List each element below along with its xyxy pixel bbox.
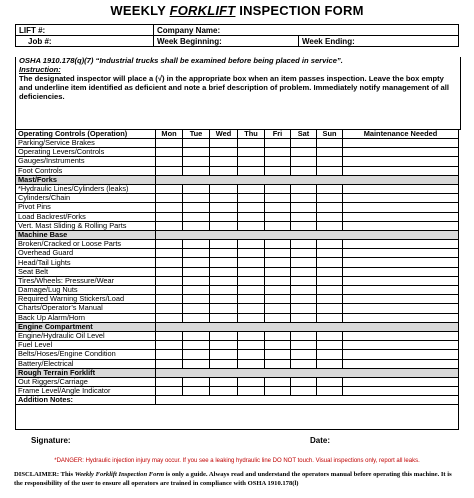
check-cell-fri[interactable]	[265, 267, 291, 276]
check-cell-wed[interactable]	[210, 166, 238, 175]
maintenance-notes-cell[interactable]	[343, 304, 459, 313]
maintenance-notes-cell[interactable]	[343, 139, 459, 148]
inspection-item-row	[16, 295, 459, 304]
check-cell-wed[interactable]	[210, 203, 238, 212]
check-cell-tue[interactable]	[183, 304, 210, 313]
company-label: Company Name:	[157, 25, 221, 35]
check-cell-sun[interactable]	[317, 139, 343, 148]
check-cell-sun[interactable]	[317, 331, 343, 340]
check-cell-tue[interactable]	[183, 240, 210, 249]
check-cell-fri[interactable]	[265, 157, 291, 166]
check-cell-wed[interactable]	[210, 313, 238, 322]
check-cell-thu[interactable]	[238, 341, 265, 350]
check-cell-fri[interactable]	[265, 276, 291, 285]
check-cell-wed[interactable]	[210, 240, 238, 249]
maintenance-notes-cell[interactable]	[343, 166, 459, 175]
section-title: Engine Compartment	[16, 322, 156, 331]
section-blank	[156, 368, 459, 377]
check-cell-sun[interactable]	[317, 184, 343, 193]
instructions-box	[15, 57, 461, 130]
inspection-item-row	[16, 258, 459, 267]
maintenance-notes-cell[interactable]	[343, 377, 459, 386]
maintenance-notes-cell[interactable]	[343, 194, 459, 203]
check-cell-thu[interactable]	[238, 276, 265, 285]
inspection-item-row	[16, 240, 459, 249]
week-beginning-label: Week Beginning:	[157, 36, 222, 46]
column-operating-controls: Operating Controls (Operation)	[16, 130, 156, 139]
check-cell-sat[interactable]	[291, 387, 317, 396]
check-cell-sun[interactable]	[317, 295, 343, 304]
additional-notes-field[interactable]	[156, 396, 459, 405]
maintenance-notes-cell[interactable]	[343, 286, 459, 295]
check-cell-tue[interactable]	[183, 194, 210, 203]
check-cell-fri[interactable]	[265, 184, 291, 193]
additional-notes-space[interactable]	[16, 405, 459, 430]
section-blank	[156, 322, 459, 331]
check-cell-thu[interactable]	[238, 249, 265, 258]
maintenance-notes-cell[interactable]	[343, 359, 459, 368]
check-cell-sun[interactable]	[317, 203, 343, 212]
inspection-item-label: Load Backrest/Forks	[16, 212, 156, 221]
check-cell-mon[interactable]	[156, 341, 183, 350]
check-cell-mon[interactable]	[156, 221, 183, 230]
inspection-item-label: Foot Controls	[16, 166, 156, 175]
check-cell-tue[interactable]	[183, 350, 210, 359]
check-cell-tue[interactable]	[183, 377, 210, 386]
check-cell-thu[interactable]	[238, 295, 265, 304]
inspection-item-row	[16, 350, 459, 359]
check-cell-sun[interactable]	[317, 359, 343, 368]
check-cell-fri[interactable]	[265, 350, 291, 359]
inspection-item-label: Charts/Operator’s Manual	[16, 304, 156, 313]
additional-notes-space-row	[16, 405, 459, 430]
check-cell-fri[interactable]	[265, 387, 291, 396]
check-cell-mon[interactable]	[156, 359, 183, 368]
column-sun: Sun	[317, 130, 343, 139]
check-cell-mon[interactable]	[156, 184, 183, 193]
check-cell-thu[interactable]	[238, 203, 265, 212]
check-cell-sat[interactable]	[291, 331, 317, 340]
check-cell-tue[interactable]	[183, 286, 210, 295]
inspection-item-row	[16, 221, 459, 230]
check-cell-tue[interactable]	[183, 166, 210, 175]
disclaimer: DISCLAIMER: This Weekly Forklift Inspection Form is only a guide. Always read and understand the operators manual before operating this machine. It is the responsibility of the user to ensure all operators are trained in compliance with OSHA 1910.178(l)	[14, 471, 452, 487]
check-cell-mon[interactable]	[156, 304, 183, 313]
inspection-item-row	[16, 313, 459, 322]
check-cell-mon[interactable]	[156, 166, 183, 175]
inspection-item-row	[16, 387, 459, 396]
date-label: Date:	[310, 436, 331, 445]
check-cell-sun[interactable]	[317, 304, 343, 313]
inspection-item-row	[16, 212, 459, 221]
check-cell-sun[interactable]	[317, 341, 343, 350]
check-cell-sat[interactable]	[291, 341, 317, 350]
maintenance-notes-cell[interactable]	[343, 184, 459, 193]
check-cell-wed[interactable]	[210, 276, 238, 285]
check-cell-fri[interactable]	[265, 221, 291, 230]
grid-header-row	[16, 130, 459, 139]
check-cell-thu[interactable]	[238, 387, 265, 396]
check-cell-fri[interactable]	[265, 286, 291, 295]
check-cell-mon[interactable]	[156, 313, 183, 322]
inspection-item-label: Overhead Guard	[16, 249, 156, 258]
section-blank	[156, 175, 459, 184]
check-cell-sun[interactable]	[317, 377, 343, 386]
check-cell-fri[interactable]	[265, 359, 291, 368]
check-cell-fri[interactable]	[265, 194, 291, 203]
maintenance-notes-cell[interactable]	[343, 267, 459, 276]
check-cell-thu[interactable]	[238, 212, 265, 221]
inspection-item-label: Out Riggers/Carriage	[16, 377, 156, 386]
check-cell-thu[interactable]	[238, 258, 265, 267]
check-cell-sun[interactable]	[317, 258, 343, 267]
check-cell-wed[interactable]	[210, 350, 238, 359]
maintenance-notes-cell[interactable]	[343, 249, 459, 258]
week-ending-label: Week Ending:	[302, 36, 355, 46]
check-cell-tue[interactable]	[183, 221, 210, 230]
check-cell-sat[interactable]	[291, 359, 317, 368]
check-cell-thu[interactable]	[238, 286, 265, 295]
check-cell-mon[interactable]	[156, 286, 183, 295]
inspection-item-row	[16, 194, 459, 203]
check-cell-tue[interactable]	[183, 313, 210, 322]
check-cell-sun[interactable]	[317, 350, 343, 359]
check-cell-wed[interactable]	[210, 286, 238, 295]
check-cell-mon[interactable]	[156, 249, 183, 258]
inspection-item-row	[16, 203, 459, 212]
check-cell-tue[interactable]	[183, 359, 210, 368]
maintenance-notes-cell[interactable]	[343, 350, 459, 359]
inspection-item-label: Belts/Hoses/Engine Condition	[16, 350, 156, 359]
inspection-item-label: Battery/Electrical	[16, 359, 156, 368]
check-cell-thu[interactable]	[238, 304, 265, 313]
check-cell-thu[interactable]	[238, 139, 265, 148]
company-name-field[interactable]	[154, 25, 459, 36]
week-beginning-field[interactable]	[154, 36, 299, 47]
check-cell-thu[interactable]	[238, 240, 265, 249]
section-title: Rough Terrain Forklift	[16, 368, 156, 377]
inspection-item-label: Parking/Service Brakes	[16, 139, 156, 148]
inspection-item-label: Back Up Alarm/Horn	[16, 313, 156, 322]
inspection-item-label: Fuel Level	[16, 341, 156, 350]
inspection-grid	[15, 129, 459, 430]
check-cell-sat[interactable]	[291, 304, 317, 313]
check-cell-sat[interactable]	[291, 139, 317, 148]
inspection-item-row	[16, 148, 459, 157]
check-cell-fri[interactable]	[265, 258, 291, 267]
inspection-item-label: Operating Levers/Controls	[16, 148, 156, 157]
maintenance-notes-cell[interactable]	[343, 148, 459, 157]
inspection-item-row	[16, 304, 459, 313]
inspection-item-row	[16, 276, 459, 285]
additional-notes-row	[16, 396, 459, 405]
danger-notice: *DANGER: Hydraulic injection injury may occur. If you see a leaking hydraulic line DO NOT touch. Visual inspections only, report all leaks.	[54, 458, 420, 464]
check-cell-sun[interactable]	[317, 194, 343, 203]
inspection-item-row	[16, 286, 459, 295]
inspection-item-row	[16, 331, 459, 340]
inspection-item-row	[16, 341, 459, 350]
inspection-item-row	[16, 166, 459, 175]
check-cell-thu[interactable]	[238, 313, 265, 322]
maintenance-notes-cell[interactable]	[343, 212, 459, 221]
column-sat: Sat	[291, 130, 317, 139]
check-cell-sun[interactable]	[317, 276, 343, 285]
check-cell-wed[interactable]	[210, 184, 238, 193]
check-cell-fri[interactable]	[265, 377, 291, 386]
maintenance-notes-cell[interactable]	[343, 331, 459, 340]
check-cell-fri[interactable]	[265, 304, 291, 313]
inspection-item-label: Gauges/Instruments	[16, 157, 156, 166]
check-cell-thu[interactable]	[238, 331, 265, 340]
check-cell-fri[interactable]	[265, 212, 291, 221]
week-ending-field[interactable]	[299, 36, 459, 47]
check-cell-wed[interactable]	[210, 258, 238, 267]
check-cell-mon[interactable]	[156, 331, 183, 340]
section-rough-terrain-forklift	[16, 368, 459, 377]
maintenance-notes-cell[interactable]	[343, 240, 459, 249]
job-number-field[interactable]	[16, 36, 154, 47]
inspection-item-label: *Hydraulic Lines/Cylinders (leaks)	[16, 184, 156, 193]
check-cell-mon[interactable]	[156, 387, 183, 396]
check-cell-wed[interactable]	[210, 139, 238, 148]
inspection-item-row	[16, 377, 459, 386]
check-cell-thu[interactable]	[238, 184, 265, 193]
check-cell-tue[interactable]	[183, 212, 210, 221]
inspection-item-label: Engine/Hydraulic Oil Level	[16, 331, 156, 340]
signature-label: Signature:	[31, 436, 71, 445]
column-fri: Fri	[265, 130, 291, 139]
check-cell-wed[interactable]	[210, 295, 238, 304]
check-cell-thu[interactable]	[238, 194, 265, 203]
check-cell-mon[interactable]	[156, 157, 183, 166]
maintenance-notes-cell[interactable]	[343, 203, 459, 212]
check-cell-tue[interactable]	[183, 139, 210, 148]
check-cell-sat[interactable]	[291, 286, 317, 295]
maintenance-notes-cell[interactable]	[343, 276, 459, 285]
check-cell-sat[interactable]	[291, 212, 317, 221]
check-cell-sat[interactable]	[291, 184, 317, 193]
check-cell-fri[interactable]	[265, 166, 291, 175]
osha-reference: OSHA 1910.178(q)(7) “Industrial trucks shall be examined before being placed in service”.	[19, 56, 343, 65]
check-cell-wed[interactable]	[210, 387, 238, 396]
check-cell-fri[interactable]	[265, 341, 291, 350]
check-cell-fri[interactable]	[265, 249, 291, 258]
check-cell-sat[interactable]	[291, 194, 317, 203]
check-cell-mon[interactable]	[156, 258, 183, 267]
check-cell-sat[interactable]	[291, 313, 317, 322]
column-mon: Mon	[156, 130, 183, 139]
check-cell-wed[interactable]	[210, 304, 238, 313]
maintenance-notes-cell[interactable]	[343, 341, 459, 350]
check-cell-sun[interactable]	[317, 267, 343, 276]
check-cell-sat[interactable]	[291, 148, 317, 157]
check-cell-wed[interactable]	[210, 148, 238, 157]
check-cell-tue[interactable]	[183, 249, 210, 258]
inspection-item-row	[16, 157, 459, 166]
check-cell-mon[interactable]	[156, 194, 183, 203]
check-cell-sun[interactable]	[317, 249, 343, 258]
check-cell-tue[interactable]	[183, 148, 210, 157]
check-cell-tue[interactable]	[183, 258, 210, 267]
check-cell-mon[interactable]	[156, 377, 183, 386]
inspection-item-label: Damage/Lug Nuts	[16, 286, 156, 295]
check-cell-tue[interactable]	[183, 203, 210, 212]
check-cell-tue[interactable]	[183, 331, 210, 340]
check-cell-wed[interactable]	[210, 331, 238, 340]
instruction-text: The designated inspector will place a (√) in the appropriate box when an item passes inspection. Leave the box empty and underline item identified as deficient and note a brief description of problem. Immediately notify management of all deficiencies.	[19, 73, 449, 101]
check-cell-sat[interactable]	[291, 295, 317, 304]
check-cell-thu[interactable]	[238, 377, 265, 386]
check-cell-sat[interactable]	[291, 350, 317, 359]
check-cell-mon[interactable]	[156, 267, 183, 276]
check-cell-wed[interactable]	[210, 157, 238, 166]
check-cell-sun[interactable]	[317, 240, 343, 249]
check-cell-mon[interactable]	[156, 212, 183, 221]
lift-number-field[interactable]	[16, 25, 154, 36]
check-cell-tue[interactable]	[183, 276, 210, 285]
check-cell-sat[interactable]	[291, 267, 317, 276]
check-cell-tue[interactable]	[183, 341, 210, 350]
check-cell-wed[interactable]	[210, 377, 238, 386]
check-cell-sat[interactable]	[291, 240, 317, 249]
check-cell-sat[interactable]	[291, 276, 317, 285]
check-cell-mon[interactable]	[156, 148, 183, 157]
check-cell-fri[interactable]	[265, 240, 291, 249]
check-cell-mon[interactable]	[156, 295, 183, 304]
check-cell-tue[interactable]	[183, 184, 210, 193]
section-blank	[156, 230, 459, 239]
check-cell-thu[interactable]	[238, 221, 265, 230]
inspection-item-row	[16, 249, 459, 258]
check-cell-thu[interactable]	[238, 157, 265, 166]
check-cell-thu[interactable]	[238, 359, 265, 368]
check-cell-sat[interactable]	[291, 221, 317, 230]
check-cell-sun[interactable]	[317, 212, 343, 221]
check-cell-wed[interactable]	[210, 221, 238, 230]
check-cell-wed[interactable]	[210, 212, 238, 221]
maintenance-notes-cell[interactable]	[343, 387, 459, 396]
check-cell-sat[interactable]	[291, 157, 317, 166]
inspection-item-label: Pivot Pins	[16, 203, 156, 212]
check-cell-sun[interactable]	[317, 166, 343, 175]
check-cell-thu[interactable]	[238, 267, 265, 276]
inspection-item-label: Cylinders/Chain	[16, 194, 156, 203]
check-cell-mon[interactable]	[156, 350, 183, 359]
check-cell-thu[interactable]	[238, 148, 265, 157]
check-cell-thu[interactable]	[238, 350, 265, 359]
instruction-label: Instruction:	[19, 64, 61, 74]
inspection-item-row	[16, 184, 459, 193]
check-cell-fri[interactable]	[265, 313, 291, 322]
check-cell-sat[interactable]	[291, 249, 317, 258]
maintenance-notes-cell[interactable]	[343, 258, 459, 267]
form-title: WEEKLY FORKLIFT INSPECTION FORM	[110, 3, 364, 18]
inspection-item-label: Broken/Cracked or Loose Parts	[16, 240, 156, 249]
check-cell-wed[interactable]	[210, 341, 238, 350]
check-cell-mon[interactable]	[156, 203, 183, 212]
check-cell-tue[interactable]	[183, 267, 210, 276]
check-cell-wed[interactable]	[210, 359, 238, 368]
inspection-item-label: Head/Tail Lights	[16, 258, 156, 267]
check-cell-sat[interactable]	[291, 203, 317, 212]
check-cell-wed[interactable]	[210, 267, 238, 276]
column-tue: Tue	[183, 130, 210, 139]
inspection-item-label: Vert. Mast Sliding & Rolling Parts	[16, 221, 156, 230]
column-wed: Wed	[210, 130, 238, 139]
section-machine-base	[16, 230, 459, 239]
section-mast-forks	[16, 175, 459, 184]
check-cell-sun[interactable]	[317, 387, 343, 396]
check-cell-fri[interactable]	[265, 295, 291, 304]
check-cell-sun[interactable]	[317, 313, 343, 322]
check-cell-sun[interactable]	[317, 148, 343, 157]
section-engine-compartment	[16, 322, 459, 331]
check-cell-mon[interactable]	[156, 276, 183, 285]
check-cell-sat[interactable]	[291, 166, 317, 175]
check-cell-tue[interactable]	[183, 387, 210, 396]
column-maintenance-needed: Maintenance Needed	[343, 130, 459, 139]
check-cell-tue[interactable]	[183, 157, 210, 166]
inspection-item-row	[16, 359, 459, 368]
job-label: Job #:	[28, 36, 52, 46]
check-cell-tue[interactable]	[183, 295, 210, 304]
inspection-item-label: Required Warning Stickers/Load	[16, 295, 156, 304]
check-cell-fri[interactable]	[265, 331, 291, 340]
section-title: Mast/Forks	[16, 175, 156, 184]
check-cell-mon[interactable]	[156, 139, 183, 148]
header-table	[15, 24, 459, 47]
section-title: Machine Base	[16, 230, 156, 239]
check-cell-sat[interactable]	[291, 258, 317, 267]
lift-label: LIFT #:	[19, 25, 46, 35]
additional-notes-label: Addition Notes:	[16, 396, 156, 405]
check-cell-sat[interactable]	[291, 377, 317, 386]
inspection-item-label: Tires/Wheels: Pressure/Wear	[16, 276, 156, 285]
inspection-item-label: Seat Belt	[16, 267, 156, 276]
column-thu: Thu	[238, 130, 265, 139]
inspection-item-row	[16, 139, 459, 148]
check-cell-fri[interactable]	[265, 203, 291, 212]
check-cell-mon[interactable]	[156, 240, 183, 249]
check-cell-fri[interactable]	[265, 139, 291, 148]
inspection-item-row	[16, 267, 459, 276]
maintenance-notes-cell[interactable]	[343, 313, 459, 322]
inspection-item-label: Frame Level/Angle Indicator	[16, 387, 156, 396]
check-cell-sun[interactable]	[317, 221, 343, 230]
maintenance-notes-cell[interactable]	[343, 295, 459, 304]
maintenance-notes-cell[interactable]	[343, 221, 459, 230]
check-cell-thu[interactable]	[238, 166, 265, 175]
check-cell-wed[interactable]	[210, 194, 238, 203]
check-cell-fri[interactable]	[265, 148, 291, 157]
maintenance-notes-cell[interactable]	[343, 157, 459, 166]
check-cell-wed[interactable]	[210, 249, 238, 258]
check-cell-sun[interactable]	[317, 286, 343, 295]
check-cell-sun[interactable]	[317, 157, 343, 166]
